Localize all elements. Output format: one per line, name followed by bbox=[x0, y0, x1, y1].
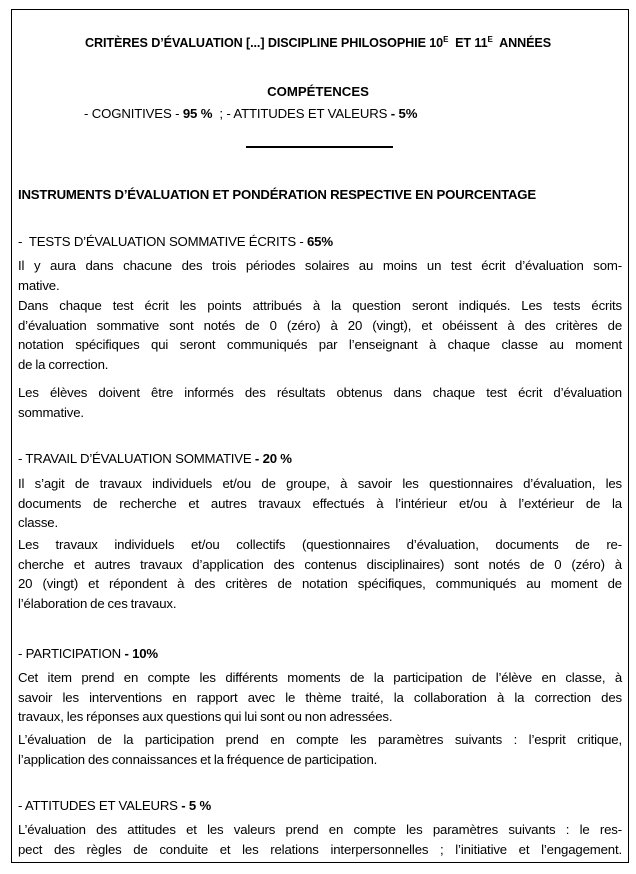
competences-heading: COMPÉTENCES bbox=[267, 84, 369, 99]
attitudes-label: ; - ATTITUDES ET VALEURS bbox=[212, 106, 391, 121]
paragraph-line: savoir les interventions en rapport avec le thème traité, la collaboration à la correction des bbox=[18, 689, 622, 705]
section-heading-attitudes bbox=[18, 798, 211, 813]
paragraph-line: 20 (vingt) et répondent à des critères de notation spécifiques, communiqués au moment de bbox=[18, 576, 622, 592]
paragraph-line: Les travaux individuels et/ou collectifs (questionnaires d’évaluation, documents de re- bbox=[18, 537, 622, 552]
title-text-2: ET 11 bbox=[448, 36, 488, 50]
paragraph-travail-1 bbox=[18, 474, 622, 533]
paragraph-line: Il s’agit de travaux individuels et/ou de groupe, à savoir les questionnaires d’évaluation, les bbox=[18, 476, 622, 491]
paragraph-line: notation spécifiques qui seront communiqués par l’enseignant à chaque classe au moment bbox=[18, 337, 622, 353]
section-weight: - 10% bbox=[124, 646, 158, 661]
paragraph-travail-2 bbox=[18, 535, 622, 613]
section-weight: - 20 % bbox=[254, 451, 292, 466]
paragraph-line: L’évaluation de la participation prend en compte les paramètres suivants : l’esprit critique, bbox=[18, 732, 622, 747]
section-heading-participation bbox=[18, 646, 158, 661]
paragraph-line: mative. bbox=[18, 277, 60, 293]
paragraph-line: cherche et autres travaux d’application des contenus disciplinaires) sont notés de 0 (zéro) à bbox=[18, 556, 622, 572]
paragraph-line: d’évaluation sommative sont notés de 0 (zéro) à 20 (vingt), et obéissent à des critères de bbox=[18, 317, 622, 333]
paragraph-participation-1 bbox=[18, 668, 622, 727]
paragraph-line: Il y aura dans chacune des trois périodes solaires au moins un test écrit d’évaluation som- bbox=[18, 258, 622, 273]
paragraph-line: Les élèves doivent être informés des résultats obtenus dans chaque test écrit d’évaluation bbox=[18, 385, 622, 400]
section-label: - PARTICIPATION bbox=[18, 646, 125, 661]
separator-line bbox=[246, 146, 393, 148]
section-weight: 65% bbox=[307, 234, 333, 249]
title-text: CRITÈRES D’ÉVALUATION [...] DISCIPLINE PHILOSOPHIE 10 bbox=[84, 36, 444, 50]
paragraph-line: sommative. bbox=[18, 404, 84, 420]
paragraph-attitudes-1 bbox=[18, 820, 622, 859]
paragraph-tests-3 bbox=[18, 383, 622, 422]
section-label: - TRAVAIL D’ÉVALUATION SOMMATIVE bbox=[18, 451, 255, 466]
paragraph-line: classe. bbox=[18, 515, 58, 531]
title-superscript-1: E bbox=[443, 35, 449, 44]
section-weight: - 5 % bbox=[181, 798, 211, 813]
competences-breakdown bbox=[84, 106, 417, 121]
section-label: - ATTITUDES ET VALEURS bbox=[18, 798, 182, 813]
cognitives-value: 95 % bbox=[182, 106, 213, 121]
instruments-heading: INSTRUMENTS D’ÉVALUATION ET PONDÉRATION RESPECTIVE EN POURCENTAGE bbox=[18, 187, 536, 202]
title-text-3: ANNÉES bbox=[492, 36, 551, 50]
section-heading-travail bbox=[18, 451, 292, 466]
paragraph-line: l’élaboration de ces travaux. bbox=[18, 595, 177, 611]
section-heading-tests bbox=[18, 234, 333, 249]
paragraph-line: L’évaluation des attitudes et les valeurs prend en compte les paramètres suivants : le res- bbox=[18, 822, 622, 837]
paragraph-line: de la correction. bbox=[18, 356, 109, 372]
section-label: - TESTS D’ÉVALUATION SOMMATIVE ÉCRITS - bbox=[18, 234, 308, 249]
paragraph-line: pect des règles de conduite et les relations interpersonnelles ; l’initiative et l’engagement. bbox=[18, 841, 622, 857]
paragraph-line: Cet item prend en compte les différents moments de la participation de l’élève en classe, à bbox=[18, 670, 622, 685]
paragraph-line: l’application des connaissances et la fréquence de participation. bbox=[18, 751, 378, 767]
paragraph-tests-2 bbox=[18, 296, 622, 374]
paragraph-line: documents de recherche et autres travaux effectués à l’intérieur et/ou à l’extérieur de la bbox=[18, 495, 622, 511]
title-superscript-2: E bbox=[487, 35, 493, 44]
paragraph-tests-1 bbox=[18, 256, 622, 295]
attitudes-value: - 5% bbox=[390, 106, 418, 121]
paragraph-participation-2 bbox=[18, 730, 622, 769]
cognitives-label: - COGNITIVES - bbox=[84, 106, 183, 121]
paragraph-line: travaux, les réponses aux questions qui lui sont ou non adressées. bbox=[18, 709, 393, 725]
paragraph-line: Dans chaque test écrit les points attribués à la question seront indiqués. Les tests écrits bbox=[18, 298, 622, 313]
document-title bbox=[0, 36, 636, 50]
